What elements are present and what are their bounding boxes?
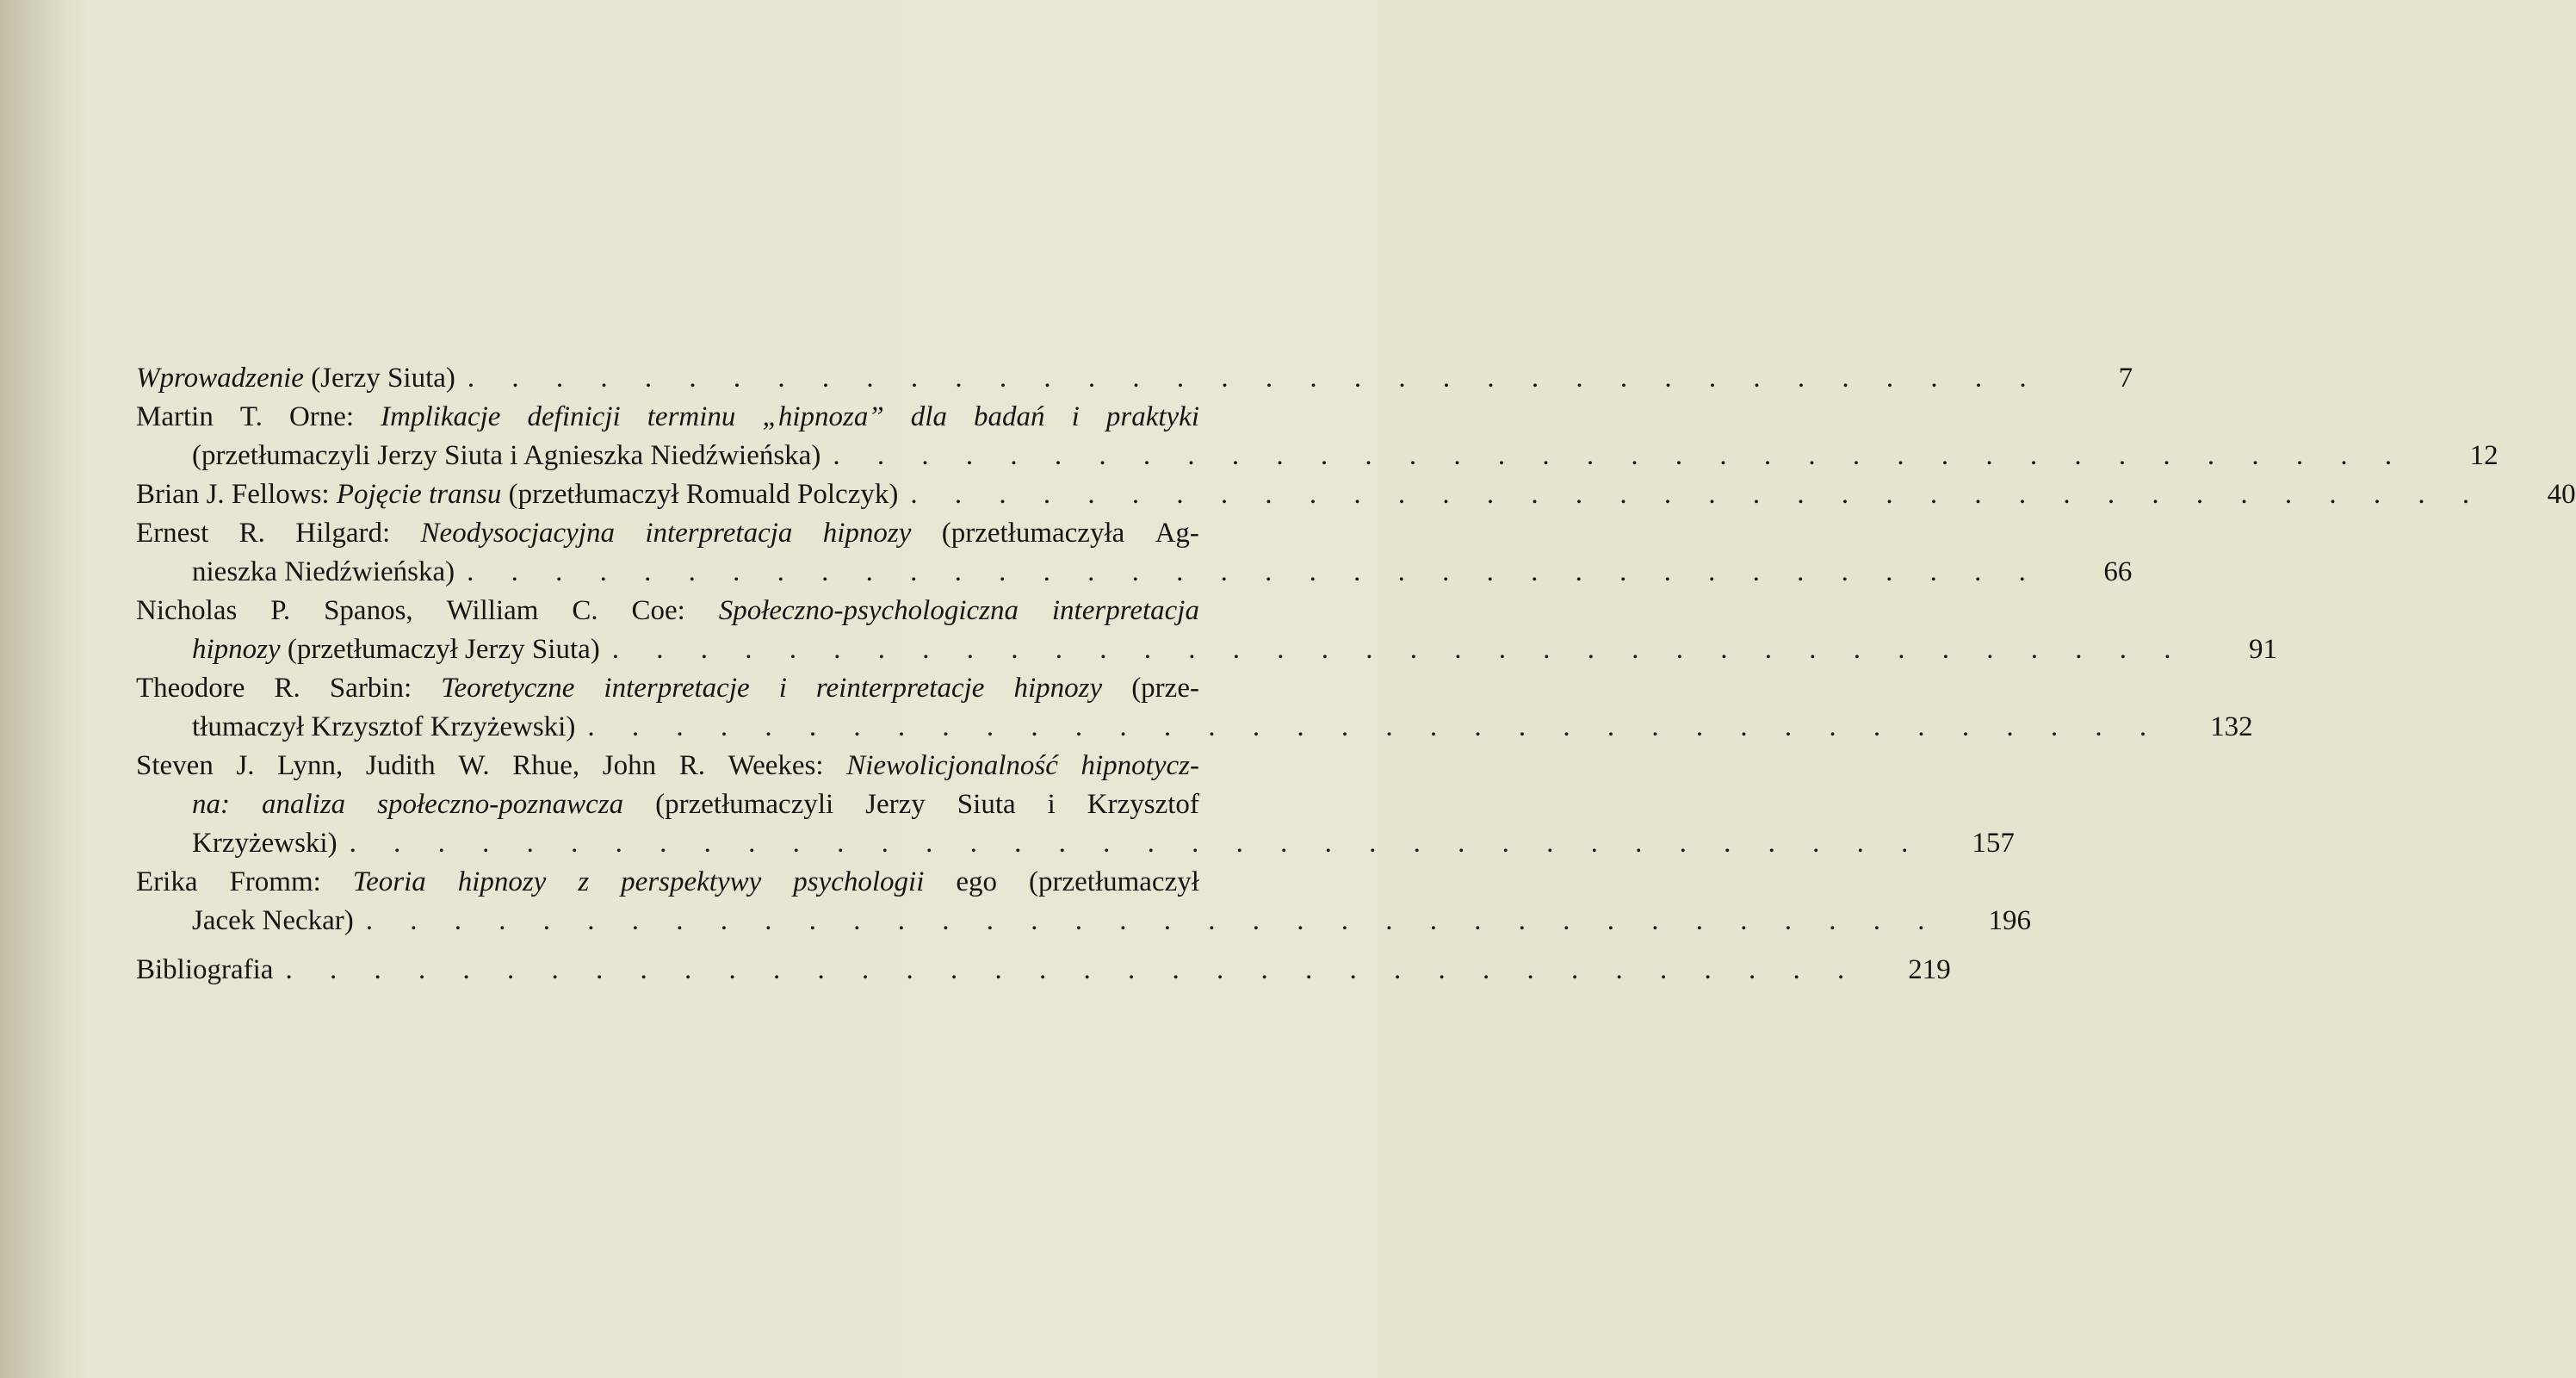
toc-word-italic: definicji — [527, 401, 621, 432]
toc-entry-title: hipnozy — [192, 634, 281, 665]
toc-word: Sarbin: — [329, 673, 412, 704]
dot-leader: . . . . . . . . . . . . . . . . . . . . . . . . . . . . . . . . . . . . — [365, 905, 1941, 936]
toc-word: J. — [236, 750, 255, 781]
toc-word: Ag- — [1155, 518, 1199, 549]
dot-leader: . . . . . . . . . . . . . . . . . . . . . . . . . . . . . . . . . . . . — [467, 556, 2041, 587]
toc-word: Theodore — [136, 673, 245, 704]
toc-word-italic: interpretacja — [1051, 595, 1199, 626]
toc-page-number: 66 — [2103, 556, 2133, 587]
toc-word-italic: badań — [974, 401, 1045, 432]
toc-word-italic: Teoria — [352, 866, 426, 897]
toc-entry-translator: nieszka Niedźwieńska) — [192, 556, 455, 587]
toc-word-italic: hipnozy — [457, 866, 547, 897]
toc-word-italic: i — [778, 673, 787, 704]
toc-entry-translator: (Jerzy Siuta) — [303, 363, 455, 394]
toc-word-italic: społeczno-poznawcza — [377, 789, 624, 820]
toc-word: Hilgard: — [295, 518, 391, 549]
toc-word-italic: hipnozy — [822, 518, 912, 549]
toc-word-italic: z — [578, 866, 590, 897]
toc-word-italic: Teoretyczne — [441, 673, 575, 704]
toc-line — [136, 437, 2499, 475]
toc-word: i — [1047, 789, 1056, 820]
toc-word: (przetłumaczyli — [655, 789, 834, 820]
toc-line — [136, 514, 1199, 553]
toc-line — [136, 708, 2253, 747]
toc-word: C. — [572, 595, 598, 626]
toc-word: R. — [678, 750, 705, 781]
toc-word: Krzysztof — [1087, 789, 1199, 820]
toc-line — [136, 398, 1199, 437]
toc-word: Nicholas — [136, 595, 238, 626]
toc-entry-text — [136, 359, 455, 398]
toc-word: Erika — [136, 866, 198, 897]
toc-page-number: 196 — [1988, 905, 2032, 936]
toc-word: R. — [274, 673, 300, 704]
toc-word: Martin — [136, 401, 214, 432]
toc-entry-orne[interactable] — [136, 398, 2499, 475]
dot-leader: . . . . . . . . . . . . . . . . . . . . . . . . . . . . . . . . . . . . — [611, 634, 2187, 665]
toc-line — [136, 669, 1199, 708]
toc-word: R. — [238, 518, 265, 549]
toc-line — [136, 902, 2032, 940]
toc-word: Lynn, — [277, 750, 344, 781]
toc-word: (przetłumaczyła — [941, 518, 1125, 549]
toc-entry-author: Brian J. Fellows: — [136, 479, 337, 510]
toc-word-italic: dla — [910, 401, 947, 432]
dot-leader: . . . . . . . . . . . . . . . . . . . . . . . . . . . . . . . . . . . . — [349, 828, 1923, 859]
toc-page-number: 91 — [2249, 634, 2278, 665]
toc-word: Steven — [136, 750, 214, 781]
toc-line — [136, 824, 2015, 863]
toc-word: Siuta — [957, 789, 1016, 820]
spacer — [136, 940, 1290, 951]
toc-word: Jerzy — [865, 789, 926, 820]
toc-word: Weekes: — [728, 750, 824, 781]
toc-word: Coe: — [631, 595, 685, 626]
toc-word-italic: interpretacja — [645, 518, 793, 549]
toc-word-italic: hipnozy — [1013, 673, 1103, 704]
toc-entry-wprowadzenie[interactable] — [136, 359, 2133, 398]
toc-word: William — [446, 595, 539, 626]
toc-entry-title: Wprowadzenie — [136, 363, 304, 394]
toc-word: Rhue, — [512, 750, 580, 781]
toc-word-italic: „hipnoza” — [762, 401, 884, 432]
toc-word-italic: reinterpretacje — [815, 673, 985, 704]
toc-page-number: 219 — [1908, 954, 1951, 985]
toc-word-italic: interpretacje — [604, 673, 750, 704]
toc-word: (prze- — [1131, 673, 1199, 704]
toc-word-italic: analiza — [261, 789, 346, 820]
dot-leader: . . . . . . . . . . . . . . . . . . . . . . . . . . . . . . . . . . . . — [285, 954, 1860, 985]
toc-word-italic: hipnotycz- — [1081, 750, 1199, 781]
toc-entry-translator: Krzyżewski) — [192, 828, 337, 859]
toc-word-italic: terminu — [647, 401, 736, 432]
toc-entry-translator: tłumaczył Krzysztof Krzyżewski) — [192, 711, 576, 742]
toc-entry-bibliografia[interactable] — [136, 951, 1951, 990]
toc-line — [136, 630, 2278, 669]
toc-word-italic: Niewolicjonalność — [846, 750, 1058, 781]
toc-entry-sarbin[interactable] — [136, 669, 2253, 747]
toc-entry-text — [192, 630, 600, 669]
dot-leader: . . . . . . . . . . . . . . . . . . . . . . . . . . . . . . . . . . . . — [833, 440, 2407, 471]
dot-leader: . . . . . . . . . . . . . . . . . . . . . . . . . . . . . . . . . . . . — [587, 711, 2162, 742]
toc-line — [136, 785, 1199, 824]
dot-leader: . . . . . . . . . . . . . . . . . . . . . . . . . . . . . . . . . . . . — [467, 363, 2042, 394]
toc-entry-translator: (przetłumaczyli Jerzy Siuta i Agnieszka Niedźwieńska) — [192, 440, 821, 471]
toc-word: Orne: — [288, 401, 355, 432]
toc-page-number: 7 — [2118, 363, 2133, 394]
toc-page-number: 12 — [2469, 440, 2499, 471]
toc-line — [136, 747, 1199, 785]
toc-word-italic: na: — [192, 789, 230, 820]
toc-page-number: 40 — [2547, 479, 2576, 510]
toc-word-italic: Neodysocjacyjna — [420, 518, 615, 549]
toc-word-italic: psychologii — [793, 866, 925, 897]
toc-word-italic: Implikacje — [381, 401, 501, 432]
toc-line — [136, 951, 1951, 990]
toc-word: (przetłumaczył — [1029, 866, 1199, 897]
toc-entry-text — [136, 475, 898, 514]
toc-word: John — [602, 750, 657, 781]
toc-line — [136, 553, 2133, 592]
toc-word-italic: i — [1071, 401, 1080, 432]
toc-word: Fromm: — [229, 866, 321, 897]
toc-page-number: 132 — [2210, 711, 2253, 742]
toc-entry-translator: (przetłumaczył Jerzy Siuta) — [280, 634, 600, 665]
page-gutter-shadow — [0, 0, 90, 1378]
toc-page-number: 157 — [1972, 828, 2015, 859]
toc-entry-spanos-coe[interactable] — [136, 592, 2278, 669]
toc-word: Spanos, — [324, 595, 413, 626]
toc-entry-lynn-rhue-weekes[interactable] — [136, 747, 2015, 863]
toc-word: T. — [239, 401, 263, 432]
toc-line — [136, 475, 2576, 514]
toc-word: Ernest — [136, 518, 209, 549]
toc-entry-fellows[interactable] — [136, 475, 2576, 514]
toc-entry-fromm[interactable] — [136, 863, 2032, 940]
toc-line — [136, 359, 2133, 398]
toc-word-italic: praktyki — [1105, 401, 1199, 432]
toc-entry-title: Pojęcie transu — [336, 479, 502, 510]
toc-word-italic: Społeczno-psychologiczna — [718, 595, 1019, 626]
toc-word: ego — [956, 866, 998, 897]
table-of-contents — [136, 359, 2576, 990]
toc-entry-translator: Jacek Neckar) — [192, 905, 354, 936]
toc-word: W. — [458, 750, 490, 781]
toc-entry-title: Bibliografia — [136, 954, 274, 985]
toc-entry-translator: (przetłumaczył Romuald Polczyk) — [501, 479, 899, 510]
toc-word: Judith — [365, 750, 436, 781]
toc-entry-hilgard[interactable] — [136, 514, 2133, 592]
toc-line — [136, 592, 1199, 630]
toc-word-italic: perspektywy — [621, 866, 762, 897]
toc-word: P. — [270, 595, 291, 626]
dot-leader: . . . . . . . . . . . . . . . . . . . . . . . . . . . . . . . . . . . . — [910, 479, 2485, 510]
toc-line — [136, 863, 1199, 902]
